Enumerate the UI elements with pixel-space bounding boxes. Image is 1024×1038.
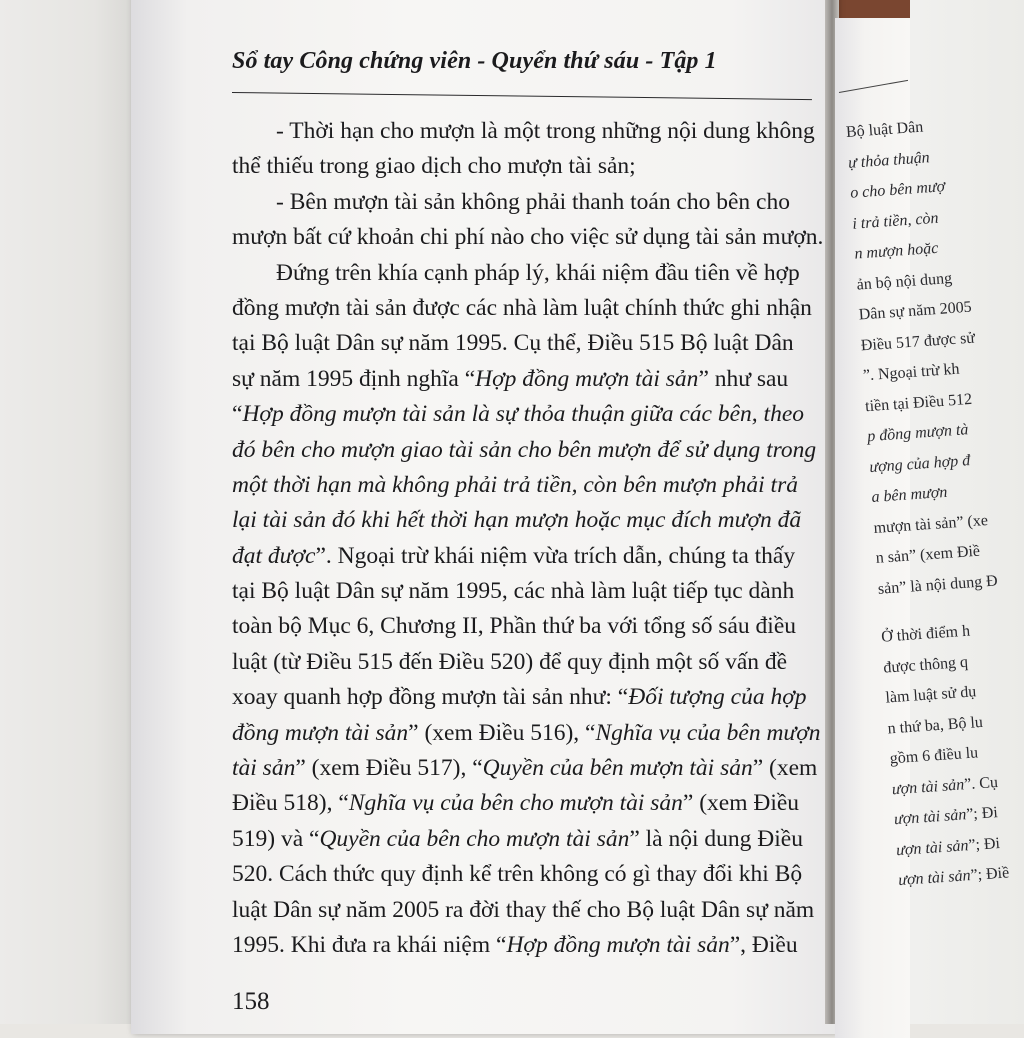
text-line xyxy=(232,539,804,574)
text-line xyxy=(232,609,804,644)
italic-run: ượn tài sản xyxy=(891,775,965,798)
facing-text-line xyxy=(877,568,999,605)
text-run: 519) và “ xyxy=(232,825,320,852)
text-run: làm luật sử dụ xyxy=(884,683,977,707)
italic-run: một thời hạn mà không phải trả tiền, còn bên mượn phải trả xyxy=(232,471,798,498)
text-run: n sản” (xem Điề xyxy=(875,542,981,567)
text-line xyxy=(232,114,815,149)
text-run: ” (xem Điều 517), “ xyxy=(295,755,483,782)
italic-run: lại tài sản đó khi hết thời hạn mượn hoặc mục đích mượn đã xyxy=(232,507,802,534)
text-run: ”; Đi xyxy=(965,804,999,824)
text-line xyxy=(232,291,812,326)
text-run: - Bên mượn tài sản không phải thanh toán cho bên cho xyxy=(276,188,790,215)
italic-run: i trả tiền, còn xyxy=(851,209,939,233)
text-line xyxy=(232,680,807,715)
text-run: Đứng trên khía cạnh pháp lý, khái niệm đầu tiên về hợp xyxy=(276,259,800,286)
text-line xyxy=(232,185,804,220)
text-line xyxy=(232,574,804,609)
text-run: ”; Điề xyxy=(969,864,1010,885)
text-run: n thứ ba, Bộ lu xyxy=(887,713,984,737)
facing-page-rule xyxy=(839,80,908,93)
italic-run: Quyền của bên cho mượn tài sản xyxy=(319,825,630,852)
italic-run: o cho bên mượ xyxy=(849,178,946,202)
italic-run: ự thỏa thuận xyxy=(847,148,931,172)
text-line xyxy=(232,928,804,963)
text-line xyxy=(232,503,804,538)
text-run: thể thiếu trong giao dịch cho mượn tài sản; xyxy=(232,153,636,180)
italic-run: ượn tài sản xyxy=(893,806,967,829)
text-run: luật (từ Điều 515 đến Điều 520) để quy định một số vấn đề xyxy=(232,648,788,675)
text-run: ”. Ngoại trừ khái niệm vừa trích dẫn, chúng ta thấy xyxy=(315,542,796,569)
text-run: ản bộ nội dung xyxy=(856,269,953,294)
italic-run: Quyền của bên mượn tài sản xyxy=(482,755,753,782)
text-run: “ xyxy=(232,401,243,428)
italic-run: đồng mượn tài sản xyxy=(232,719,409,746)
text-run: được thông q xyxy=(882,653,969,677)
text-line xyxy=(232,751,818,786)
text-run: ” là nội dung Điều xyxy=(629,825,803,852)
text-run: Bộ luật Dân xyxy=(845,118,924,141)
text-run: sự năm 1995 định nghĩa “ xyxy=(232,365,476,392)
text-run: Ở thời điểm h xyxy=(880,622,971,646)
text-run: ” (xem Điều xyxy=(682,790,800,817)
text-run: tại Bộ luật Dân sự năm 1995. Cụ thể, Điều 515 Bộ luật Dân xyxy=(232,330,794,357)
italic-run: p đồng mượn tà xyxy=(866,421,969,446)
running-header: Sổ tay Công chứng viên - Quyển thứ sáu - Tập 1 xyxy=(232,48,717,74)
text-run: ” như sau xyxy=(698,365,789,392)
italic-run: đó bên cho mượn giao tài sản cho bên mượn để sử dụng trong xyxy=(232,436,817,463)
italic-run: a bên mượn xyxy=(870,483,948,507)
italic-run: Nghĩa vụ của bên mượn xyxy=(595,719,821,746)
text-line xyxy=(232,786,804,821)
text-line xyxy=(232,822,804,857)
text-run: ” (xem xyxy=(752,755,818,782)
italic-run: ượn tài sản xyxy=(895,836,970,859)
italic-run: Nghĩa vụ của bên cho mượn tài sản xyxy=(348,790,683,817)
text-line xyxy=(232,468,804,503)
text-line xyxy=(232,362,804,397)
text-line xyxy=(232,149,804,184)
text-line xyxy=(232,220,824,255)
italic-run: n mượn hoặc xyxy=(853,239,939,263)
text-run: tại Bộ luật Dân sự năm 1995, các nhà làm luật tiếp tục dành xyxy=(232,578,795,605)
text-run: Điều 517 được sử xyxy=(860,328,976,354)
text-run: ”, Điều xyxy=(729,931,798,958)
text-run: toàn bộ Mục 6, Chương II, Phần thứ ba với tổng số sáu điều xyxy=(232,613,797,640)
italic-run: Hợp đồng mượn tài sản là sự thỏa thuận giữa các bên, theo xyxy=(242,401,805,428)
facing-page xyxy=(835,18,1010,1038)
text-run: gồm 6 điều lu xyxy=(889,744,979,768)
text-run: đồng mượn tài sản được các nhà làm luật chính thức ghi nhận xyxy=(232,294,812,321)
text-run: Điều 518), “ xyxy=(232,790,349,817)
italic-run: Đối tượng của hợp xyxy=(628,684,807,711)
text-run: luật Dân sự năm 2005 ra đời thay thế cho Bộ luật Dân sự năm xyxy=(232,896,815,923)
text-line xyxy=(232,397,804,432)
page-number: 158 xyxy=(232,988,270,1015)
background-left xyxy=(0,0,134,1024)
body-text xyxy=(232,114,824,963)
text-run: ” (xem Điều 516), “ xyxy=(408,719,596,746)
italic-run: tài sản xyxy=(232,755,296,782)
italic-run: ượng của hợp đ xyxy=(868,451,971,476)
text-run: mượn tài sản” (xe xyxy=(873,511,989,537)
text-run: ”; Đi xyxy=(967,834,1001,854)
text-run: xoay quanh hợp đồng mượn tài sản như: “ xyxy=(232,684,629,711)
italic-run: đạt được xyxy=(232,542,316,569)
text-line xyxy=(232,716,821,751)
text-run: ”. Ngoại trừ kh xyxy=(862,360,961,385)
text-line xyxy=(232,326,804,361)
text-run: ”. Cụ xyxy=(963,773,999,793)
text-run: 1995. Khi đưa ra khái niệm “ xyxy=(232,931,507,958)
text-line xyxy=(232,256,804,291)
text-run: Dân sự năm 2005 xyxy=(858,298,973,324)
text-line xyxy=(232,645,804,680)
italic-run: Hợp đồng mượn tài sản xyxy=(475,365,699,392)
italic-run: ượn tài sản xyxy=(897,867,972,890)
text-line xyxy=(232,433,817,468)
text-run: tiền tại Điều 512 xyxy=(864,390,973,415)
facing-text-line xyxy=(868,446,971,483)
italic-run: Hợp đồng mượn tài sản xyxy=(506,931,730,958)
text-run: sản” là nội dung Đ xyxy=(877,572,999,598)
text-line xyxy=(232,857,804,892)
text-run: - Thời hạn cho mượn là một trong những nội dung không xyxy=(276,118,815,144)
text-run: 520. Cách thức quy định kể trên không có gì thay đổi khi Bộ xyxy=(232,861,803,888)
text-line xyxy=(232,893,815,928)
facing-text-line xyxy=(897,860,1010,897)
text-run: mượn bất cứ khoản chi phí nào cho việc sử dụng tài sản mượn. xyxy=(232,224,824,251)
